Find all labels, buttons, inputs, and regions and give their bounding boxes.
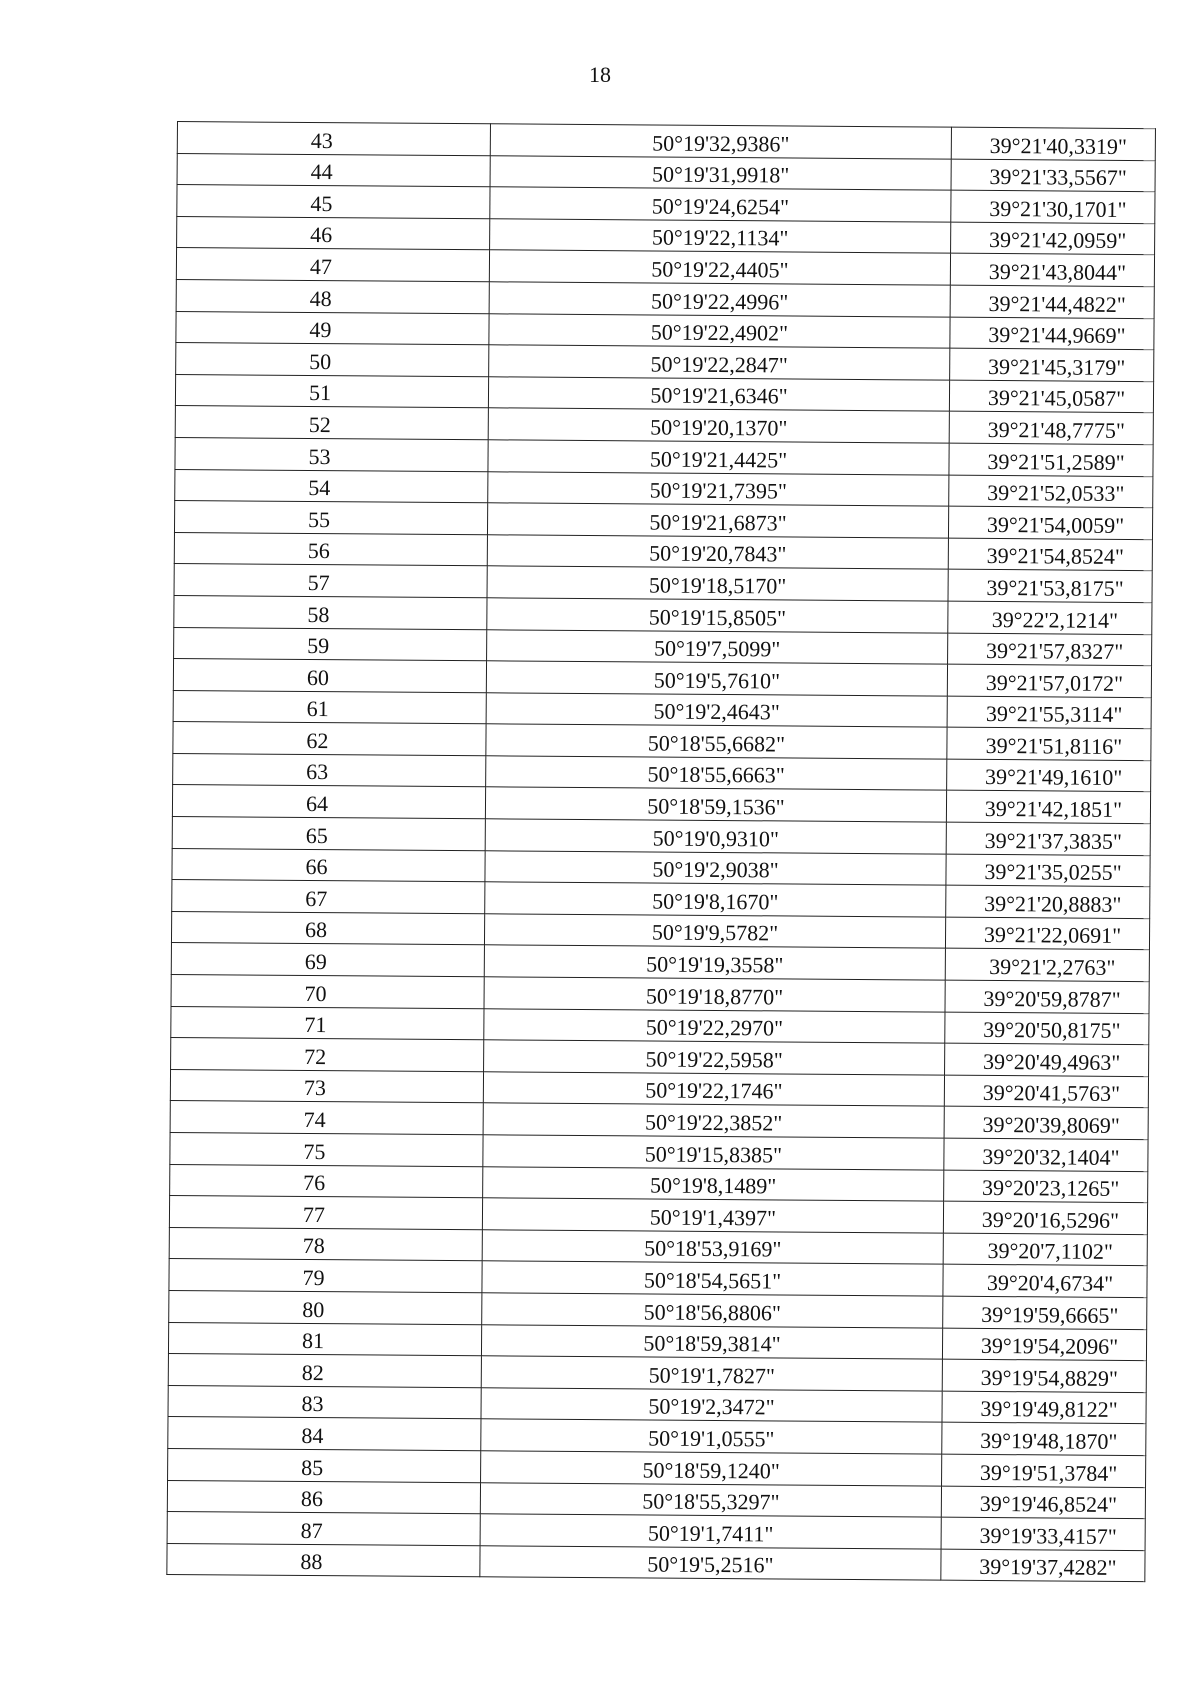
longitude-cell: 39°21'48,7775": [949, 412, 1153, 445]
point-number-cell: 79: [169, 1259, 482, 1293]
longitude-cell: 39°19'37,4282": [941, 1549, 1145, 1582]
point-number-cell: 55: [174, 501, 487, 535]
latitude-cell: 50°18'59,3814": [481, 1324, 942, 1359]
point-number-cell: 50: [176, 343, 489, 377]
point-number-cell: 44: [177, 153, 490, 187]
point-number-cell: 75: [170, 1132, 483, 1166]
latitude-cell: 50°18'56,8806": [482, 1293, 943, 1328]
latitude-cell: 50°19'1,7827": [481, 1356, 942, 1391]
longitude-cell: 39°19'48,1870": [942, 1422, 1146, 1455]
longitude-cell: 39°21'43,8044": [950, 254, 1154, 287]
latitude-cell: 50°19'1,0555": [481, 1419, 942, 1454]
point-number-cell: 82: [168, 1354, 481, 1388]
point-number-cell: 70: [171, 975, 484, 1009]
longitude-cell: 39°21'54,0059": [948, 506, 1152, 539]
point-number-cell: 67: [172, 880, 485, 914]
point-number-cell: 66: [172, 848, 485, 882]
longitude-cell: 39°21'55,3114": [947, 696, 1151, 729]
longitude-cell: 39°21'44,4822": [950, 285, 1154, 318]
longitude-cell: 39°21'33,5567": [951, 159, 1155, 192]
latitude-cell: 50°19'32,9386": [490, 124, 951, 159]
latitude-cell: 50°19'8,1670": [485, 882, 946, 917]
point-number-cell: 60: [173, 659, 486, 693]
point-number-cell: 74: [170, 1101, 483, 1135]
point-number-cell: 57: [174, 564, 487, 598]
longitude-cell: 39°19'54,8829": [942, 1359, 1146, 1392]
latitude-cell: 50°19'21,6873": [487, 503, 948, 538]
longitude-cell: 39°21'37,3835": [946, 822, 1150, 855]
latitude-cell: 50°19'9,5782": [484, 914, 945, 949]
longitude-cell: 39°19'59,6665": [943, 1296, 1147, 1329]
longitude-cell: 39°21'22,0691": [945, 917, 1149, 950]
latitude-cell: 50°18'55,3297": [480, 1482, 941, 1517]
point-number-cell: 63: [173, 753, 486, 787]
latitude-cell: 50°19'5,7610": [486, 661, 947, 696]
point-number-cell: 68: [171, 911, 484, 945]
latitude-cell: 50°19'31,9918": [490, 155, 951, 190]
latitude-cell: 50°19'1,7411": [480, 1514, 941, 1549]
point-number-cell: 76: [170, 1164, 483, 1198]
latitude-cell: 50°19'22,4405": [489, 250, 950, 285]
point-number-cell: 56: [174, 532, 487, 566]
point-number-cell: 77: [169, 1196, 482, 1230]
point-number-cell: 81: [168, 1322, 481, 1356]
longitude-cell: 39°21'42,0959": [951, 222, 1155, 255]
latitude-cell: 50°19'7,5099": [487, 629, 948, 664]
point-number-cell: 71: [171, 1006, 484, 1040]
latitude-cell: 50°19'24,6254": [490, 187, 951, 222]
point-number-cell: 87: [167, 1512, 480, 1546]
longitude-cell: 39°20'32,1404": [944, 1138, 1148, 1171]
longitude-cell: 39°21'40,3319": [951, 127, 1155, 160]
latitude-cell: 50°19'22,4996": [489, 282, 950, 317]
coordinates-table-body: [167, 122, 1156, 1582]
latitude-cell: 50°18'59,1536": [485, 787, 946, 822]
latitude-cell: 50°19'1,4397": [482, 1198, 943, 1233]
longitude-cell: 39°21'52,0533": [949, 475, 1153, 508]
point-number-cell: 58: [174, 595, 487, 629]
longitude-cell: 39°20'7,1102": [943, 1233, 1147, 1266]
point-number-cell: 84: [168, 1417, 481, 1451]
longitude-cell: 39°20'41,5763": [944, 1075, 1148, 1108]
latitude-cell: 50°19'8,1489": [483, 1166, 944, 1201]
longitude-cell: 39°21'44,9669": [950, 317, 1154, 350]
longitude-cell: 39°20'39,8069": [944, 1107, 1148, 1140]
longitude-cell: 39°21'30,1701": [951, 190, 1155, 223]
longitude-cell: 39°20'49,4963": [945, 1043, 1149, 1076]
longitude-cell: 39°20'50,8175": [945, 1012, 1149, 1045]
longitude-cell: 39°21'53,8175": [948, 569, 1152, 602]
point-number-cell: 69: [171, 943, 484, 977]
point-number-cell: 86: [167, 1480, 480, 1514]
point-number-cell: 45: [177, 185, 490, 219]
latitude-cell: 50°19'22,3852": [483, 1103, 944, 1138]
point-number-cell: 52: [175, 406, 488, 440]
coordinates-table: [166, 121, 1156, 1582]
latitude-cell: 50°19'0,9310": [485, 819, 946, 854]
latitude-cell: 50°19'22,5958": [484, 1040, 945, 1075]
point-number-cell: 54: [175, 469, 488, 503]
longitude-cell: 39°20'4,6734": [943, 1265, 1147, 1298]
longitude-cell: 39°19'51,3784": [942, 1454, 1146, 1487]
latitude-cell: 50°19'21,4425": [488, 440, 949, 475]
longitude-cell: 39°21'51,8116": [947, 727, 1151, 760]
longitude-cell: 39°21'45,0587": [949, 380, 1153, 413]
latitude-cell: 50°18'55,6663": [486, 756, 947, 791]
latitude-cell: 50°19'15,8505": [487, 598, 948, 633]
point-number-cell: 80: [169, 1290, 482, 1324]
latitude-cell: 50°19'18,5170": [487, 566, 948, 601]
point-number-cell: 72: [171, 1038, 484, 1072]
latitude-cell: 50°19'22,2847": [489, 345, 950, 380]
latitude-cell: 50°18'59,1240": [481, 1451, 942, 1486]
point-number-cell: 83: [168, 1385, 481, 1419]
longitude-cell: 39°19'46,8524": [941, 1486, 1145, 1519]
point-number-cell: 43: [177, 122, 490, 156]
point-number-cell: 46: [177, 216, 490, 250]
latitude-cell: 50°19'2,4643": [486, 692, 947, 727]
latitude-cell: 50°19'19,3558": [484, 945, 945, 980]
longitude-cell: 39°21'51,2589": [949, 443, 1153, 476]
latitude-cell: 50°18'55,6682": [486, 724, 947, 759]
table-row: [167, 1543, 1145, 1582]
longitude-cell: 39°19'54,2096": [942, 1328, 1146, 1361]
longitude-cell: 39°20'16,5296": [943, 1201, 1147, 1234]
longitude-cell: 39°21'45,3179": [950, 348, 1154, 381]
latitude-cell: 50°19'20,7843": [487, 535, 948, 570]
latitude-cell: 50°19'22,1134": [490, 219, 951, 254]
point-number-cell: 47: [176, 248, 489, 282]
latitude-cell: 50°19'20,1370": [488, 408, 949, 443]
longitude-cell: 39°21'20,8883": [946, 885, 1150, 918]
longitude-cell: 39°22'2,1214": [948, 601, 1152, 634]
longitude-cell: 39°21'57,8327": [948, 633, 1152, 666]
longitude-cell: 39°21'57,0172": [947, 664, 1151, 697]
latitude-cell: 50°19'22,4902": [489, 313, 950, 348]
point-number-cell: 53: [175, 437, 488, 471]
latitude-cell: 50°19'22,2970": [484, 1008, 945, 1043]
latitude-cell: 50°19'15,8385": [483, 1135, 944, 1170]
latitude-cell: 50°19'21,7395": [488, 471, 949, 506]
latitude-cell: 50°19'21,6346": [488, 377, 949, 412]
longitude-cell: 39°20'23,1265": [944, 1170, 1148, 1203]
longitude-cell: 39°21'35,0255": [946, 854, 1150, 887]
longitude-cell: 39°21'54,8524": [948, 538, 1152, 571]
point-number-cell: 62: [173, 722, 486, 756]
longitude-cell: 39°20'59,8787": [945, 980, 1149, 1013]
latitude-cell: 50°19'18,8770": [484, 977, 945, 1012]
longitude-cell: 39°21'42,1851": [946, 791, 1150, 824]
point-number-cell: 78: [169, 1227, 482, 1261]
point-number-cell: 65: [172, 817, 485, 851]
point-number-cell: 61: [173, 690, 486, 724]
page-number: 18: [589, 62, 611, 87]
latitude-cell: 50°18'53,9169": [482, 1230, 943, 1265]
longitude-cell: 39°21'2,2763": [945, 949, 1149, 982]
longitude-cell: 39°21'49,1610": [947, 759, 1151, 792]
point-number-cell: 48: [176, 279, 489, 313]
longitude-cell: 39°19'33,4157": [941, 1517, 1145, 1550]
latitude-cell: 50°19'5,2516": [480, 1545, 941, 1580]
point-number-cell: 73: [170, 1069, 483, 1103]
latitude-cell: 50°18'54,5651": [482, 1261, 943, 1296]
point-number-cell: 59: [174, 627, 487, 661]
latitude-cell: 50°19'2,3472": [481, 1388, 942, 1423]
latitude-cell: 50°19'22,1746": [483, 1072, 944, 1107]
latitude-cell: 50°19'2,9038": [485, 850, 946, 885]
point-number-cell: 64: [172, 785, 485, 819]
point-number-cell: 49: [176, 311, 489, 345]
longitude-cell: 39°19'49,8122": [942, 1391, 1146, 1424]
point-number-cell: 88: [167, 1543, 480, 1577]
point-number-cell: 85: [168, 1448, 481, 1482]
point-number-cell: 51: [175, 374, 488, 408]
